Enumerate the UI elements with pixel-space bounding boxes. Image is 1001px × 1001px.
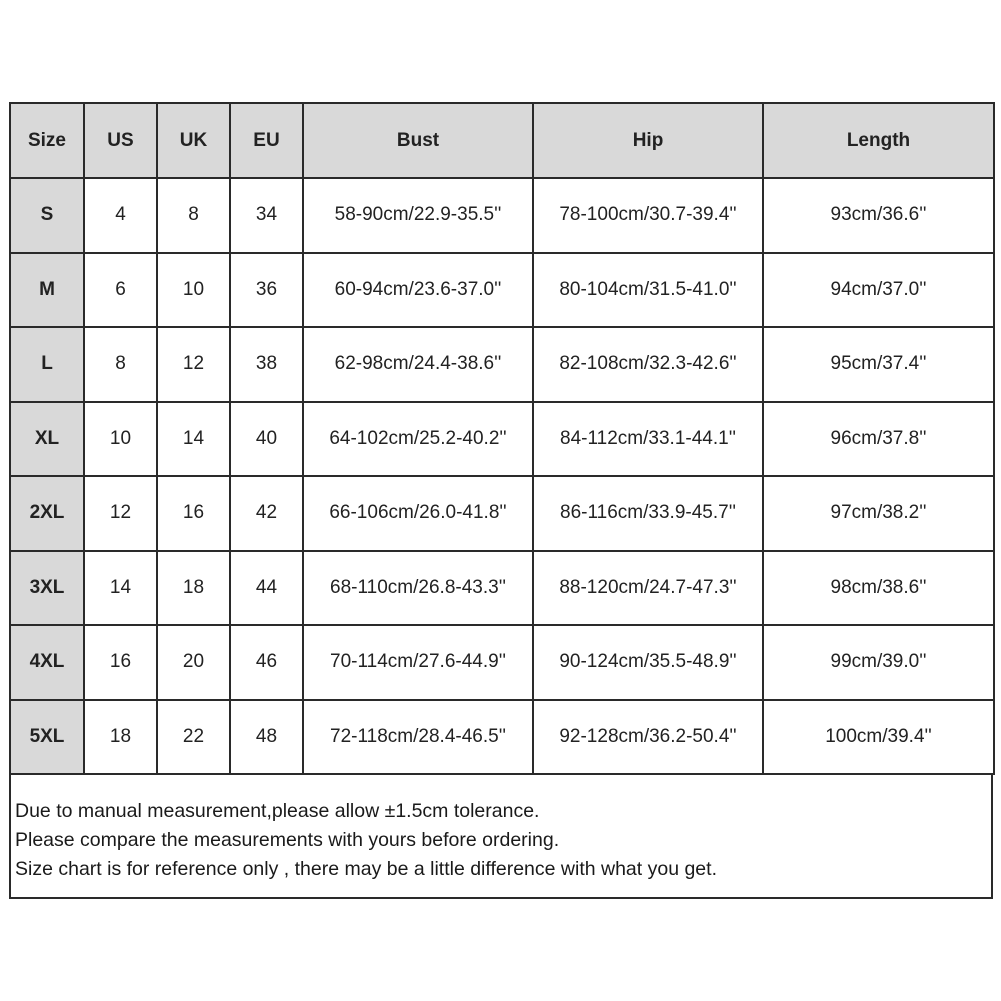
cell-uk: 20 xyxy=(157,625,230,700)
cell-size: XL xyxy=(10,402,84,477)
note-line: Due to manual measurement,please allow ±1.5cm tolerance. xyxy=(15,800,540,822)
notes xyxy=(9,775,993,899)
cell-hip: 78-100cm/30.7-39.4'' xyxy=(533,178,763,253)
cell-length: 99cm/39.0'' xyxy=(763,625,994,700)
column-header-size: Size xyxy=(10,103,84,178)
cell-uk: 14 xyxy=(157,402,230,477)
cell-us: 6 xyxy=(84,253,157,328)
cell-length: 98cm/38.6'' xyxy=(763,551,994,626)
note-line: Please compare the measurements with yours before ordering. xyxy=(15,829,560,851)
cell-size: 5XL xyxy=(10,700,84,775)
table-row xyxy=(10,476,994,551)
cell-us: 4 xyxy=(84,178,157,253)
cell-size: L xyxy=(10,327,84,402)
note-line: Size chart is for reference only , there may be a little difference with what you get. xyxy=(15,858,717,880)
cell-hip: 86-116cm/33.9-45.7'' xyxy=(533,476,763,551)
cell-bust: 62-98cm/24.4-38.6'' xyxy=(303,327,533,402)
cell-eu: 42 xyxy=(230,476,303,551)
column-header-uk: UK xyxy=(157,103,230,178)
table-row xyxy=(10,327,994,402)
cell-hip: 84-112cm/33.1-44.1'' xyxy=(533,402,763,477)
column-header-eu: EU xyxy=(230,103,303,178)
size-chart xyxy=(9,102,993,899)
cell-eu: 34 xyxy=(230,178,303,253)
cell-uk: 22 xyxy=(157,700,230,775)
cell-bust: 70-114cm/27.6-44.9'' xyxy=(303,625,533,700)
cell-us: 18 xyxy=(84,700,157,775)
cell-bust: 64-102cm/25.2-40.2'' xyxy=(303,402,533,477)
column-header-hip: Hip xyxy=(533,103,763,178)
table-row xyxy=(10,178,994,253)
cell-eu: 44 xyxy=(230,551,303,626)
column-header-bust: Bust xyxy=(303,103,533,178)
cell-hip: 90-124cm/35.5-48.9'' xyxy=(533,625,763,700)
cell-length: 96cm/37.8'' xyxy=(763,402,994,477)
cell-us: 8 xyxy=(84,327,157,402)
cell-length: 97cm/38.2'' xyxy=(763,476,994,551)
cell-hip: 92-128cm/36.2-50.4'' xyxy=(533,700,763,775)
cell-hip: 88-120cm/24.7-47.3'' xyxy=(533,551,763,626)
cell-length: 100cm/39.4'' xyxy=(763,700,994,775)
cell-size: 3XL xyxy=(10,551,84,626)
table-row xyxy=(10,551,994,626)
table-row xyxy=(10,253,994,328)
cell-size: S xyxy=(10,178,84,253)
cell-bust: 72-118cm/28.4-46.5'' xyxy=(303,700,533,775)
cell-size: 2XL xyxy=(10,476,84,551)
cell-bust: 68-110cm/26.8-43.3'' xyxy=(303,551,533,626)
cell-size: 4XL xyxy=(10,625,84,700)
cell-us: 12 xyxy=(84,476,157,551)
cell-eu: 36 xyxy=(230,253,303,328)
header-row xyxy=(10,103,994,178)
cell-hip: 82-108cm/32.3-42.6'' xyxy=(533,327,763,402)
cell-bust: 60-94cm/23.6-37.0'' xyxy=(303,253,533,328)
cell-bust: 66-106cm/26.0-41.8'' xyxy=(303,476,533,551)
cell-uk: 18 xyxy=(157,551,230,626)
cell-uk: 16 xyxy=(157,476,230,551)
cell-hip: 80-104cm/31.5-41.0'' xyxy=(533,253,763,328)
cell-eu: 48 xyxy=(230,700,303,775)
cell-size: M xyxy=(10,253,84,328)
cell-uk: 12 xyxy=(157,327,230,402)
cell-uk: 10 xyxy=(157,253,230,328)
size-table xyxy=(9,102,995,775)
cell-length: 95cm/37.4'' xyxy=(763,327,994,402)
cell-us: 14 xyxy=(84,551,157,626)
cell-eu: 40 xyxy=(230,402,303,477)
table-row xyxy=(10,402,994,477)
table-row xyxy=(10,700,994,775)
table-row xyxy=(10,625,994,700)
cell-length: 94cm/37.0'' xyxy=(763,253,994,328)
column-header-us: US xyxy=(84,103,157,178)
cell-length: 93cm/36.6'' xyxy=(763,178,994,253)
cell-eu: 38 xyxy=(230,327,303,402)
cell-eu: 46 xyxy=(230,625,303,700)
cell-uk: 8 xyxy=(157,178,230,253)
cell-us: 16 xyxy=(84,625,157,700)
cell-us: 10 xyxy=(84,402,157,477)
column-header-length: Length xyxy=(763,103,994,178)
cell-bust: 58-90cm/22.9-35.5'' xyxy=(303,178,533,253)
